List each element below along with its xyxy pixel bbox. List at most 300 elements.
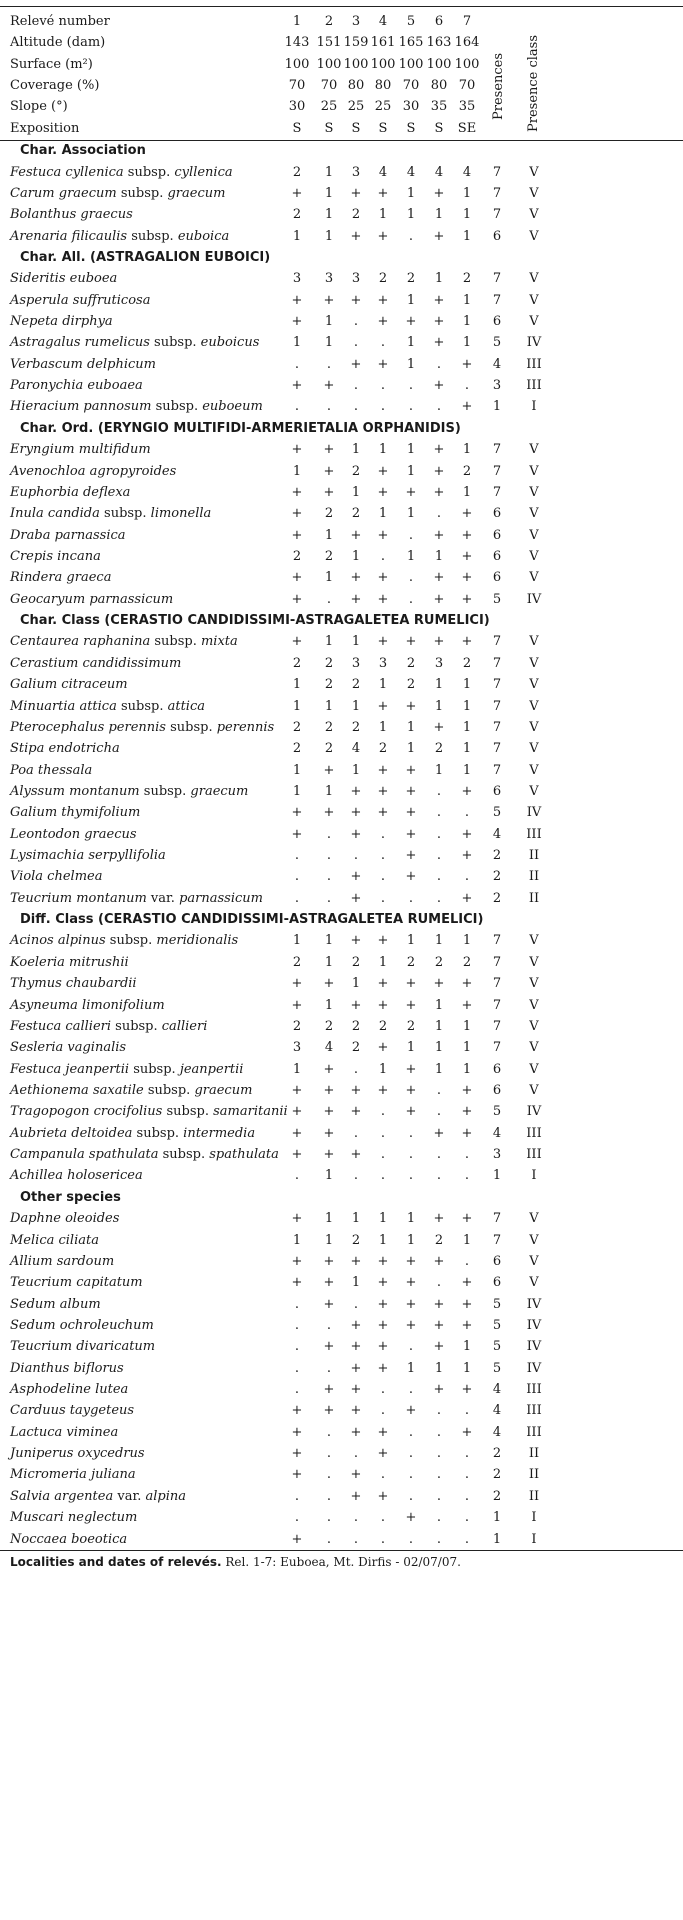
cover-value: 1 xyxy=(406,463,416,479)
species-name xyxy=(10,1105,288,1118)
cover-value: 1 xyxy=(324,164,334,180)
cover-value: 1 xyxy=(324,228,334,244)
table-row xyxy=(0,934,683,955)
species-rank: subsp. xyxy=(158,1147,210,1163)
presence-class-value: III xyxy=(526,1147,542,1163)
header-value: 4 xyxy=(378,14,388,29)
species-infraname: limonella xyxy=(150,506,212,522)
species-binomial: Hieracium pannosum xyxy=(10,399,152,415)
cover-value: 1 xyxy=(406,185,416,201)
cover-value: 1 xyxy=(351,1211,361,1227)
cover-value: 2 xyxy=(434,1232,444,1248)
cover-value: 1 xyxy=(434,207,444,223)
cover-value: + xyxy=(377,1275,389,1291)
table-row xyxy=(0,1298,683,1319)
table-row xyxy=(0,977,683,998)
species-binomial: Acinos alpinus xyxy=(10,933,106,949)
species-rank: subsp. xyxy=(123,164,175,180)
cover-value: 2 xyxy=(351,677,361,693)
species-name xyxy=(10,208,133,221)
cover-value: 2 xyxy=(351,463,361,479)
presences-value: 7 xyxy=(492,741,502,757)
cover-value: 2 xyxy=(406,677,416,693)
cover-value: + xyxy=(377,1339,389,1355)
cover-value: + xyxy=(350,933,362,949)
presence-class-value: V xyxy=(529,954,539,970)
table-row xyxy=(0,1105,683,1126)
presences-value: 7 xyxy=(492,164,502,180)
cover-value: + xyxy=(291,1083,303,1098)
cover-value: 2 xyxy=(324,549,334,564)
cover-value: 4 xyxy=(462,164,472,180)
cover-value: 2 xyxy=(351,1018,361,1034)
cover-value: . xyxy=(326,1510,332,1526)
cover-value: 1 xyxy=(292,677,302,693)
presences-value: 6 xyxy=(492,1275,502,1291)
cover-value: 1 xyxy=(434,933,444,949)
cover-value: 1 xyxy=(406,335,416,351)
cover-value: . xyxy=(326,1488,332,1504)
cover-value: . xyxy=(353,314,359,330)
species-name xyxy=(10,870,102,883)
cover-value: . xyxy=(326,1446,332,1462)
species-name xyxy=(10,1041,126,1054)
cover-value: . xyxy=(464,1446,470,1462)
cover-value: . xyxy=(408,570,414,586)
header-value: 80 xyxy=(347,78,365,94)
species-name xyxy=(10,1276,143,1289)
section-title: Other species xyxy=(20,1189,121,1205)
table-row xyxy=(0,166,683,187)
presence-class-value: III xyxy=(526,826,542,842)
cover-value: + xyxy=(377,1317,389,1333)
cover-value: 2 xyxy=(351,506,361,522)
header-label: Relevé number xyxy=(10,14,110,29)
header-value: 163 xyxy=(426,35,452,51)
cover-value: 1 xyxy=(434,1018,444,1034)
cover-value: + xyxy=(350,805,362,821)
header-label: Coverage (%) xyxy=(10,78,100,94)
cover-value: 1 xyxy=(324,314,334,330)
presence-class-value: III xyxy=(526,1125,542,1141)
cover-value: + xyxy=(377,1424,389,1440)
presences-value: 7 xyxy=(492,271,502,287)
presences-value: 6 xyxy=(492,506,502,522)
cover-value: + xyxy=(291,1147,303,1163)
cover-value: . xyxy=(326,399,332,415)
presence-class-value: IV xyxy=(526,805,542,821)
species-binomial: Rindera graeca xyxy=(10,570,112,586)
cover-value: + xyxy=(350,591,362,607)
table-row xyxy=(0,849,683,870)
cover-value: + xyxy=(291,805,303,821)
cover-value: . xyxy=(408,378,414,394)
cover-value: + xyxy=(350,228,362,244)
top-rule xyxy=(0,6,683,7)
header-value: 100 xyxy=(454,56,480,72)
cover-value: + xyxy=(350,1083,362,1098)
species-name xyxy=(10,1127,255,1140)
species-name xyxy=(10,785,248,798)
presences-value: 7 xyxy=(492,719,502,735)
presence-class-value: IV xyxy=(526,1104,542,1120)
cover-value: + xyxy=(405,1104,417,1120)
presence-class-value: V xyxy=(529,570,539,586)
header-value: 6 xyxy=(434,14,444,29)
presence-class-value: V xyxy=(529,741,539,757)
presences-value: 2 xyxy=(492,848,502,864)
species-name xyxy=(10,358,156,371)
cover-value: + xyxy=(291,527,303,543)
presence-class-value: IV xyxy=(526,1296,542,1312)
cover-value: 2 xyxy=(351,719,361,735)
cover-value: . xyxy=(436,869,442,885)
presence-class-value: V xyxy=(529,292,539,308)
cover-value: . xyxy=(464,869,470,885)
species-binomial: Astragalus rumelicus xyxy=(10,335,150,351)
species-name xyxy=(10,529,126,542)
cover-value: + xyxy=(291,506,303,522)
table-row xyxy=(0,336,683,357)
species-name xyxy=(10,635,238,648)
cover-value: 1 xyxy=(324,527,334,543)
presence-class-value: V xyxy=(529,549,539,564)
cover-value: . xyxy=(436,1488,442,1504)
species-infraname: spathulata xyxy=(209,1147,279,1163)
cover-value: 1 xyxy=(406,1360,416,1376)
presences-value: 2 xyxy=(492,1488,502,1504)
presences-value: 7 xyxy=(492,484,502,500)
cover-value: . xyxy=(408,1147,414,1163)
species-binomial: Nepeta dirphya xyxy=(10,314,113,330)
header-value: 100 xyxy=(398,56,424,72)
cover-value: 1 xyxy=(406,207,416,223)
table-row xyxy=(0,1041,683,1062)
cover-value: + xyxy=(350,997,362,1013)
cover-value: 1 xyxy=(324,335,334,351)
species-name xyxy=(10,657,181,670)
cover-value: . xyxy=(380,1125,386,1141)
cover-value: + xyxy=(433,1296,445,1312)
table-row xyxy=(0,1426,683,1447)
cover-value: . xyxy=(353,335,359,351)
species-binomial: Thymus chaubardii xyxy=(10,976,137,992)
species-rank: var. xyxy=(146,890,180,906)
presence-class-value: III xyxy=(526,378,542,394)
cover-value: 1 xyxy=(434,762,444,778)
presence-class-value: II xyxy=(528,869,540,885)
cover-value: . xyxy=(436,506,442,522)
cover-value: + xyxy=(323,1253,335,1269)
species-name xyxy=(10,1084,252,1097)
cover-value: + xyxy=(291,484,303,500)
table-row xyxy=(0,486,683,507)
cover-value: + xyxy=(350,869,362,885)
cover-value: + xyxy=(433,527,445,543)
presence-class-value: IV xyxy=(526,1339,542,1355)
cover-value: 3 xyxy=(324,271,334,287)
cover-value: . xyxy=(380,1403,386,1419)
cover-value: . xyxy=(294,890,300,906)
cover-value: 2 xyxy=(351,1232,361,1248)
cover-value: + xyxy=(405,826,417,842)
cover-value: + xyxy=(350,1147,362,1163)
presence-class-value: V xyxy=(529,185,539,201)
cover-value: 3 xyxy=(378,655,388,671)
cover-value: . xyxy=(408,591,414,607)
species-rank: subsp. xyxy=(127,228,178,244)
cover-value: . xyxy=(436,1104,442,1120)
cover-value: 3 xyxy=(292,1040,302,1056)
species-name xyxy=(10,828,137,841)
presence-class-value: V xyxy=(529,314,539,330)
presences-value: 5 xyxy=(492,1296,502,1312)
cover-value: + xyxy=(323,762,335,778)
cover-value: + xyxy=(461,399,473,415)
species-infraname: graecum xyxy=(194,1083,253,1098)
cover-value: . xyxy=(380,335,386,351)
presence-class-value: III xyxy=(526,1424,542,1440)
cover-value: 2 xyxy=(292,954,302,970)
cover-value: + xyxy=(323,1382,335,1398)
species-binomial: Stipa endotricha xyxy=(10,741,120,757)
cover-value: + xyxy=(433,442,445,458)
cover-value: . xyxy=(436,890,442,906)
presence-class-value: V xyxy=(529,484,539,500)
cover-value: 1 xyxy=(292,228,302,244)
cover-value: 2 xyxy=(292,549,302,564)
species-binomial: Paronychia euboaea xyxy=(10,378,143,394)
cover-value: . xyxy=(353,1296,359,1312)
species-binomial: Noccaea boeotica xyxy=(10,1531,128,1547)
table-row xyxy=(0,1276,683,1297)
species-name xyxy=(10,1468,136,1481)
cover-value: + xyxy=(291,1403,303,1419)
cover-value: + xyxy=(461,634,473,650)
species-name xyxy=(10,1447,145,1460)
header-value: 70 xyxy=(320,78,338,94)
cover-value: . xyxy=(326,1467,332,1483)
presences-value: 5 xyxy=(492,591,502,607)
header-value: 2 xyxy=(324,14,334,29)
cover-value: + xyxy=(291,826,303,842)
cover-value: 2 xyxy=(292,207,302,223)
cover-value: + xyxy=(405,1275,417,1291)
presence-class-value: III xyxy=(526,356,542,372)
cover-value: 1 xyxy=(434,1360,444,1376)
species-binomial: Centaurea raphanina xyxy=(10,634,151,650)
presence-class-value: V xyxy=(529,997,539,1013)
cover-value: + xyxy=(291,1467,303,1483)
cover-value: + xyxy=(461,1125,473,1141)
presences-value: 7 xyxy=(492,954,502,970)
species-binomial: Teucrium capitatum xyxy=(10,1275,143,1291)
cover-value: . xyxy=(294,1382,300,1398)
table-row xyxy=(0,1212,683,1233)
presences-value: 7 xyxy=(492,933,502,949)
presence-class-value: V xyxy=(529,698,539,714)
species-binomial: Achillea holosericea xyxy=(10,1168,143,1184)
cover-value: 1 xyxy=(378,719,388,735)
cover-value: 1 xyxy=(462,1339,472,1355)
presence-class-value: V xyxy=(529,1061,539,1077)
cover-value: . xyxy=(380,1510,386,1526)
cover-value: + xyxy=(291,292,303,308)
cover-value: 1 xyxy=(462,335,472,351)
species-name xyxy=(10,1298,101,1311)
cover-value: + xyxy=(291,1253,303,1269)
cover-value: 3 xyxy=(292,271,302,287)
cover-value: + xyxy=(461,1317,473,1333)
cover-value: . xyxy=(294,1510,300,1526)
cover-value: + xyxy=(433,1253,445,1269)
header-value: 80 xyxy=(374,78,392,94)
footer-text: Rel. 1-7: Euboea, Mt. Dirfis - 02/07/07. xyxy=(221,1554,461,1569)
cover-value: + xyxy=(350,570,362,586)
species-name xyxy=(10,742,120,755)
cover-value: . xyxy=(353,1061,359,1077)
cover-value: . xyxy=(436,1424,442,1440)
species-binomial: Cerastium candidissimum xyxy=(10,655,182,671)
cover-value: + xyxy=(291,1104,303,1120)
cover-value: 3 xyxy=(351,271,361,287)
table-row xyxy=(0,721,683,742)
cover-value: . xyxy=(408,1424,414,1440)
cover-value: + xyxy=(461,1296,473,1312)
presence-class-value: V xyxy=(529,719,539,735)
cover-value: 2 xyxy=(324,655,334,671)
cover-value: . xyxy=(408,1382,414,1398)
cover-value: + xyxy=(461,826,473,842)
cover-value: + xyxy=(377,933,389,949)
cover-value: 2 xyxy=(292,741,302,757)
species-name xyxy=(10,486,130,499)
species-binomial: Sedum ochroleuchum xyxy=(10,1317,154,1333)
species-binomial: Verbascum delphicum xyxy=(10,356,156,372)
header-value: 70 xyxy=(402,78,420,94)
cover-value: 1 xyxy=(292,698,302,714)
presences-value: 7 xyxy=(492,634,502,650)
species-binomial: Sesleria vaginalis xyxy=(10,1040,127,1056)
cover-value: + xyxy=(461,549,473,564)
cover-value: . xyxy=(464,1168,470,1184)
cover-value: + xyxy=(405,314,417,330)
cover-value: 4 xyxy=(406,164,416,180)
cover-value: 1 xyxy=(462,314,472,330)
cover-value: . xyxy=(353,1446,359,1462)
species-name xyxy=(10,892,263,905)
cover-value: 2 xyxy=(406,271,416,287)
cover-value: + xyxy=(433,719,445,735)
cover-value: 1 xyxy=(378,1061,388,1077)
species-binomial: Aethionema saxatile xyxy=(10,1083,144,1098)
cover-value: + xyxy=(405,634,417,650)
cover-value: 1 xyxy=(462,1040,472,1056)
cover-value: + xyxy=(323,292,335,308)
cover-value: . xyxy=(464,1403,470,1419)
cover-value: + xyxy=(323,1403,335,1419)
cover-value: + xyxy=(405,869,417,885)
cover-value: + xyxy=(377,591,389,607)
cover-value: 2 xyxy=(406,954,416,970)
species-binomial: Poa thessala xyxy=(10,762,93,778)
cover-value: + xyxy=(350,1467,362,1483)
cover-value: + xyxy=(350,185,362,201)
cover-value: 1 xyxy=(324,634,334,650)
cover-value: 1 xyxy=(462,698,472,714)
cover-value: + xyxy=(433,1382,445,1398)
cover-value: . xyxy=(294,1168,300,1184)
cover-value: + xyxy=(377,1360,389,1376)
cover-value: . xyxy=(408,1125,414,1141)
cover-value: + xyxy=(405,1510,417,1526)
species-binomial: Festuca jeanpertii xyxy=(10,1061,130,1077)
species-name xyxy=(10,230,229,243)
presence-class-value: V xyxy=(529,527,539,543)
header-row xyxy=(0,79,683,100)
table-row xyxy=(0,1020,683,1041)
cover-value: . xyxy=(326,848,332,864)
cover-value: + xyxy=(323,463,335,479)
species-name xyxy=(10,1383,128,1396)
cover-value: 1 xyxy=(292,463,302,479)
cover-value: . xyxy=(353,399,359,415)
species-binomial: Arenaria filicaulis xyxy=(10,228,128,244)
table-row xyxy=(0,507,683,528)
table-row xyxy=(0,1362,683,1383)
cover-value: 1 xyxy=(324,1211,334,1227)
cover-value: . xyxy=(408,527,414,543)
cover-value: 2 xyxy=(462,271,472,287)
header-value: S xyxy=(351,120,361,136)
table-row xyxy=(0,956,683,977)
presence-class-value: V xyxy=(529,976,539,992)
header-value: 25 xyxy=(320,99,338,115)
cover-value: 1 xyxy=(462,1360,472,1376)
presences-value: 5 xyxy=(492,1339,502,1355)
species-name xyxy=(10,721,274,734)
cover-value: + xyxy=(377,463,389,479)
cover-value: + xyxy=(433,1125,445,1141)
presence-class-value: V xyxy=(529,1232,539,1248)
species-name xyxy=(10,507,211,520)
presences-value: 1 xyxy=(492,399,502,415)
species-rank: subsp. xyxy=(116,698,168,714)
cover-value: . xyxy=(408,890,414,906)
presences-value: 3 xyxy=(492,1147,502,1163)
cover-value: 1 xyxy=(462,185,472,201)
header-value: 143 xyxy=(284,35,310,51)
presence-class-value: I xyxy=(531,1510,537,1526)
cover-value: + xyxy=(461,591,473,607)
species-name xyxy=(10,849,166,862)
species-binomial: Festuca cyllenica xyxy=(10,164,124,180)
cover-value: + xyxy=(377,783,389,799)
cover-value: . xyxy=(464,1467,470,1483)
table-row xyxy=(0,1468,683,1489)
species-infraname: graecum xyxy=(167,185,226,201)
table-row xyxy=(0,892,683,913)
species-binomial: Inula candida xyxy=(10,506,100,522)
cover-value: 1 xyxy=(292,335,302,351)
cover-value: + xyxy=(377,805,389,821)
species-binomial: Koeleria mitrushii xyxy=(10,954,129,970)
cover-value: 1 xyxy=(406,1040,416,1056)
species-name xyxy=(10,166,233,179)
cover-value: 1 xyxy=(324,783,334,799)
cover-value: + xyxy=(350,826,362,842)
presences-value: 6 xyxy=(492,527,502,543)
